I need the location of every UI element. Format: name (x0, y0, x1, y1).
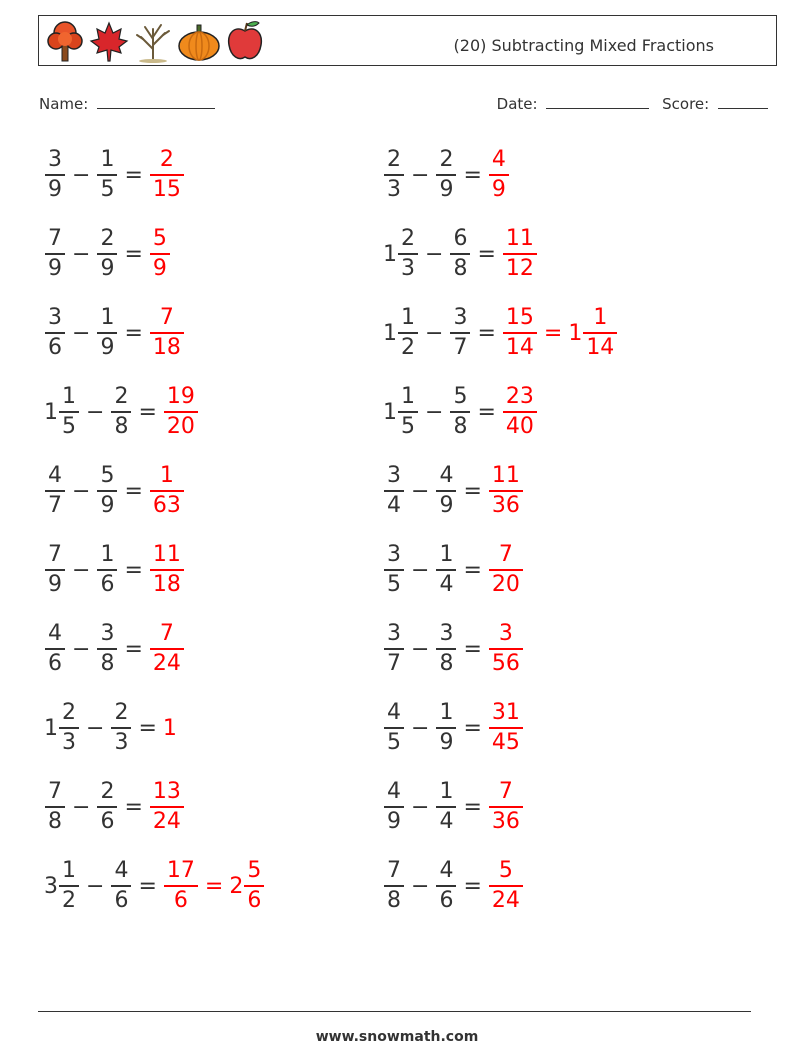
answer (149, 228, 171, 280)
numerator: 3 (100, 621, 115, 647)
fraction (59, 860, 79, 912)
denominator: 9 (439, 176, 454, 202)
fraction (164, 386, 198, 438)
denominator: 5 (401, 413, 415, 439)
fraction (489, 149, 509, 201)
minus-sign: − (411, 557, 430, 583)
equals-sign: = (124, 320, 143, 346)
answer (488, 781, 524, 833)
denominator: 6 (439, 887, 454, 913)
date-blank[interactable] (546, 94, 649, 109)
whole-number: 1 (162, 715, 177, 741)
problem-19 (44, 855, 265, 917)
fraction (450, 228, 470, 280)
fraction (111, 860, 131, 912)
denominator: 9 (387, 808, 401, 834)
fraction (436, 149, 456, 201)
numerator: 15 (505, 305, 534, 331)
numerator: 1 (439, 779, 454, 805)
denominator: 9 (48, 255, 62, 281)
denominator: 9 (152, 255, 167, 281)
denominator: 56 (491, 650, 520, 676)
denominator: 2 (62, 887, 76, 913)
whole-number: 1 (383, 320, 397, 346)
numerator: 13 (152, 779, 181, 805)
problem-12 (383, 539, 524, 601)
numerator: 5 (453, 384, 468, 410)
numerator: 2 (114, 700, 129, 726)
denominator: 63 (152, 492, 181, 518)
footer-url: www.snowmath.com (315, 1029, 479, 1045)
fraction (45, 544, 65, 596)
footer-divider (38, 1011, 751, 1012)
numerator: 23 (505, 384, 534, 410)
fraction (59, 386, 79, 438)
fraction (97, 465, 117, 517)
equals-sign: = (463, 636, 482, 662)
numerator: 4 (114, 858, 129, 884)
answer (149, 149, 185, 201)
problem-16 (383, 697, 524, 759)
fraction (489, 544, 523, 596)
answer (488, 702, 524, 754)
numerator: 3 (387, 463, 401, 489)
equals-sign: = (477, 320, 496, 346)
answer (488, 623, 524, 675)
fraction (97, 781, 117, 833)
denominator: 20 (491, 571, 520, 597)
header-icons (45, 19, 265, 63)
denominator: 18 (152, 334, 181, 360)
denominator: 7 (453, 334, 468, 360)
problem-10 (383, 460, 524, 522)
numerator: 1 (401, 305, 415, 331)
pumpkin-icon (177, 19, 221, 63)
denominator: 5 (387, 571, 401, 597)
numerator: 3 (48, 305, 62, 331)
whole-number: 1 (383, 399, 397, 425)
problem-2 (383, 144, 510, 206)
denominator: 9 (439, 492, 454, 518)
numerator: 7 (48, 542, 62, 568)
whole-number: 1 (44, 715, 58, 741)
fraction (398, 307, 418, 359)
answer (149, 307, 185, 359)
numerator: 31 (491, 700, 520, 726)
numerator: 2 (401, 226, 415, 252)
equals-sign: = (204, 873, 224, 899)
denominator: 9 (48, 176, 62, 202)
fraction (97, 228, 117, 280)
numerator: 2 (100, 226, 115, 252)
fraction (164, 860, 198, 912)
minus-sign: − (72, 794, 91, 820)
equals-sign: = (124, 241, 143, 267)
denominator: 8 (48, 808, 62, 834)
fraction (45, 623, 65, 675)
fraction (97, 544, 117, 596)
problem-7 (44, 381, 199, 443)
numerator: 5 (152, 226, 167, 252)
fraction (111, 386, 131, 438)
minus-sign: − (86, 873, 105, 899)
fraction (583, 307, 617, 359)
denominator: 9 (48, 571, 62, 597)
problem-3 (44, 223, 171, 285)
answer (149, 781, 185, 833)
numerator: 7 (48, 226, 62, 252)
denominator: 15 (152, 176, 181, 202)
maple-leaf-icon (89, 19, 129, 63)
answer (502, 386, 538, 438)
problem-8 (383, 381, 538, 443)
denominator: 8 (100, 650, 115, 676)
numerator: 11 (505, 226, 534, 252)
numerator: 1 (439, 542, 454, 568)
minus-sign: − (411, 873, 430, 899)
equals-sign: = (138, 715, 157, 741)
denominator: 6 (100, 808, 115, 834)
equals-sign: = (463, 557, 482, 583)
denominator: 6 (48, 334, 62, 360)
minus-sign: − (72, 320, 91, 346)
equals-sign: = (463, 873, 482, 899)
header-box (38, 15, 777, 66)
denominator: 8 (453, 255, 468, 281)
numerator: 7 (387, 858, 401, 884)
problem-20 (383, 855, 524, 917)
minus-sign: − (72, 241, 91, 267)
answer (488, 465, 524, 517)
numerator: 7 (498, 779, 513, 805)
denominator: 7 (387, 650, 401, 676)
numerator: 3 (439, 621, 454, 647)
denominator: 6 (173, 887, 188, 913)
numerator: 7 (159, 621, 174, 647)
denominator: 4 (387, 492, 401, 518)
minus-sign: − (425, 241, 444, 267)
equals-sign: = (124, 794, 143, 820)
numerator: 2 (114, 384, 129, 410)
fraction (489, 702, 523, 754)
fraction (384, 860, 404, 912)
minus-sign: − (425, 320, 444, 346)
denominator: 5 (387, 729, 401, 755)
fraction (45, 149, 65, 201)
numerator: 1 (593, 305, 608, 331)
denominator: 6 (100, 571, 115, 597)
numerator: 17 (166, 858, 195, 884)
denominator: 3 (62, 729, 76, 755)
problem-9 (44, 460, 185, 522)
numerator: 3 (48, 147, 62, 173)
denominator: 8 (453, 413, 468, 439)
problem-5 (44, 302, 185, 364)
date-score-field (497, 94, 768, 113)
equals-sign: = (463, 794, 482, 820)
denominator: 18 (152, 571, 181, 597)
numerator: 4 (439, 858, 454, 884)
numerator: 1 (401, 384, 415, 410)
denominator: 12 (505, 255, 534, 281)
equals-sign: = (124, 162, 143, 188)
fraction (384, 149, 404, 201)
autumn-tree-icon (45, 19, 85, 63)
problem-18 (383, 776, 524, 838)
denominator: 4 (439, 808, 454, 834)
answer (488, 149, 510, 201)
numerator: 7 (498, 542, 513, 568)
minus-sign: − (72, 636, 91, 662)
numerator: 11 (152, 542, 181, 568)
fraction (384, 544, 404, 596)
numerator: 4 (48, 621, 62, 647)
whole-number: 2 (229, 873, 244, 899)
fraction (384, 465, 404, 517)
denominator: 9 (100, 334, 115, 360)
fraction (503, 228, 537, 280)
fraction (489, 860, 523, 912)
equals-sign: = (124, 557, 143, 583)
denominator: 8 (439, 650, 454, 676)
problem-14 (383, 618, 524, 680)
fraction (436, 781, 456, 833)
equals-sign: = (477, 241, 496, 267)
equals-sign: = (463, 162, 482, 188)
denominator: 3 (401, 255, 415, 281)
fraction (45, 307, 65, 359)
denominator: 4 (439, 571, 454, 597)
numerator: 1 (62, 384, 76, 410)
name-field (39, 94, 215, 113)
fraction (450, 386, 470, 438)
answer (488, 860, 524, 912)
numerator: 5 (498, 858, 513, 884)
denominator: 7 (48, 492, 62, 518)
problem-15 (44, 697, 177, 759)
fraction (150, 781, 184, 833)
fraction (45, 465, 65, 517)
equals-sign: = (477, 399, 496, 425)
minus-sign: − (411, 162, 430, 188)
answer (149, 465, 185, 517)
denominator: 6 (114, 887, 129, 913)
denominator: 14 (505, 334, 534, 360)
numerator: 2 (387, 147, 401, 173)
numerator: 3 (387, 621, 401, 647)
score-blank[interactable] (718, 94, 768, 109)
fraction (111, 702, 131, 754)
answer (502, 228, 538, 280)
denominator: 24 (491, 887, 520, 913)
fraction (97, 623, 117, 675)
numerator: 2 (159, 147, 174, 173)
numerator: 3 (387, 542, 401, 568)
numerator: 4 (48, 463, 62, 489)
fraction (398, 228, 418, 280)
denominator: 14 (586, 334, 615, 360)
denominator: 5 (62, 413, 76, 439)
answer (488, 544, 524, 596)
numerator: 4 (387, 779, 401, 805)
denominator: 9 (100, 255, 115, 281)
equals-sign: = (124, 636, 143, 662)
fraction (150, 623, 184, 675)
denominator: 45 (491, 729, 520, 755)
whole-number: 1 (44, 399, 58, 425)
numerator: 2 (62, 700, 76, 726)
denominator: 9 (439, 729, 454, 755)
denominator: 3 (114, 729, 129, 755)
fraction (436, 544, 456, 596)
answer (163, 860, 265, 912)
fraction (489, 465, 523, 517)
numerator: 4 (387, 700, 401, 726)
fraction (150, 228, 170, 280)
numerator: 3 (453, 305, 468, 331)
numerator: 1 (100, 542, 115, 568)
fraction (384, 781, 404, 833)
fraction (450, 307, 470, 359)
denominator: 24 (152, 650, 181, 676)
numerator: 7 (48, 779, 62, 805)
numerator: 11 (491, 463, 520, 489)
denominator: 9 (100, 492, 115, 518)
fraction (150, 465, 184, 517)
problem-6 (383, 302, 618, 364)
denominator: 6 (247, 887, 262, 913)
denominator: 36 (491, 492, 520, 518)
denominator: 40 (505, 413, 534, 439)
minus-sign: − (86, 715, 105, 741)
denominator: 2 (401, 334, 415, 360)
name-blank[interactable] (97, 94, 215, 109)
fraction (436, 623, 456, 675)
minus-sign: − (411, 636, 430, 662)
problem-4 (383, 223, 538, 285)
minus-sign: − (411, 794, 430, 820)
denominator: 36 (491, 808, 520, 834)
fraction (97, 307, 117, 359)
equals-sign: = (463, 478, 482, 504)
denominator: 3 (387, 176, 401, 202)
numerator: 4 (491, 147, 506, 173)
minus-sign: − (411, 478, 430, 504)
numerator: 5 (247, 858, 262, 884)
answer (149, 623, 185, 675)
fraction (150, 307, 184, 359)
whole-number: 1 (568, 320, 583, 346)
numerator: 19 (166, 384, 195, 410)
name-label: Name: (39, 95, 89, 113)
fraction (503, 307, 537, 359)
fraction (45, 781, 65, 833)
fraction (489, 623, 523, 675)
numerator: 5 (100, 463, 115, 489)
denominator: 8 (387, 887, 401, 913)
numerator: 4 (439, 463, 454, 489)
fraction (59, 702, 79, 754)
denominator: 9 (491, 176, 506, 202)
numerator: 3 (498, 621, 513, 647)
bare-tree-icon (133, 19, 173, 63)
fraction (244, 860, 264, 912)
numerator: 2 (100, 779, 115, 805)
fraction (436, 702, 456, 754)
fraction (45, 228, 65, 280)
numerator: 1 (62, 858, 76, 884)
fraction (436, 465, 456, 517)
score-label: Score: (662, 95, 710, 113)
minus-sign: − (72, 557, 91, 583)
denominator: 5 (100, 176, 115, 202)
problem-11 (44, 539, 185, 601)
apple-icon (225, 19, 265, 63)
minus-sign: − (425, 399, 444, 425)
fraction (384, 623, 404, 675)
date-label: Date: (496, 95, 538, 113)
numerator: 1 (159, 463, 174, 489)
answer (163, 386, 199, 438)
denominator: 20 (166, 413, 195, 439)
equals-sign: = (543, 320, 563, 346)
fraction (436, 860, 456, 912)
numerator: 7 (159, 305, 174, 331)
answer (502, 307, 618, 359)
numerator: 1 (100, 147, 115, 173)
minus-sign: − (72, 162, 91, 188)
minus-sign: − (72, 478, 91, 504)
whole-number: 3 (44, 873, 58, 899)
worksheet-title: (20) Subtracting Mixed Fractions (453, 36, 714, 55)
denominator: 8 (114, 413, 129, 439)
fraction (97, 149, 117, 201)
problem-1 (44, 144, 185, 206)
fraction (398, 386, 418, 438)
whole-number: 1 (383, 241, 397, 267)
fraction (150, 544, 184, 596)
equals-sign: = (138, 399, 157, 425)
fraction (150, 149, 184, 201)
numerator: 6 (453, 226, 468, 252)
answer (149, 544, 185, 596)
fraction (384, 702, 404, 754)
numerator: 1 (100, 305, 115, 331)
denominator: 24 (152, 808, 181, 834)
problem-17 (44, 776, 185, 838)
minus-sign: − (86, 399, 105, 425)
minus-sign: − (411, 715, 430, 741)
numerator: 2 (439, 147, 454, 173)
equals-sign: = (124, 478, 143, 504)
problem-13 (44, 618, 185, 680)
fraction (503, 386, 537, 438)
numerator: 1 (439, 700, 454, 726)
denominator: 6 (48, 650, 62, 676)
equals-sign: = (463, 715, 482, 741)
equals-sign: = (138, 873, 157, 899)
answer (163, 716, 177, 741)
fraction (489, 781, 523, 833)
